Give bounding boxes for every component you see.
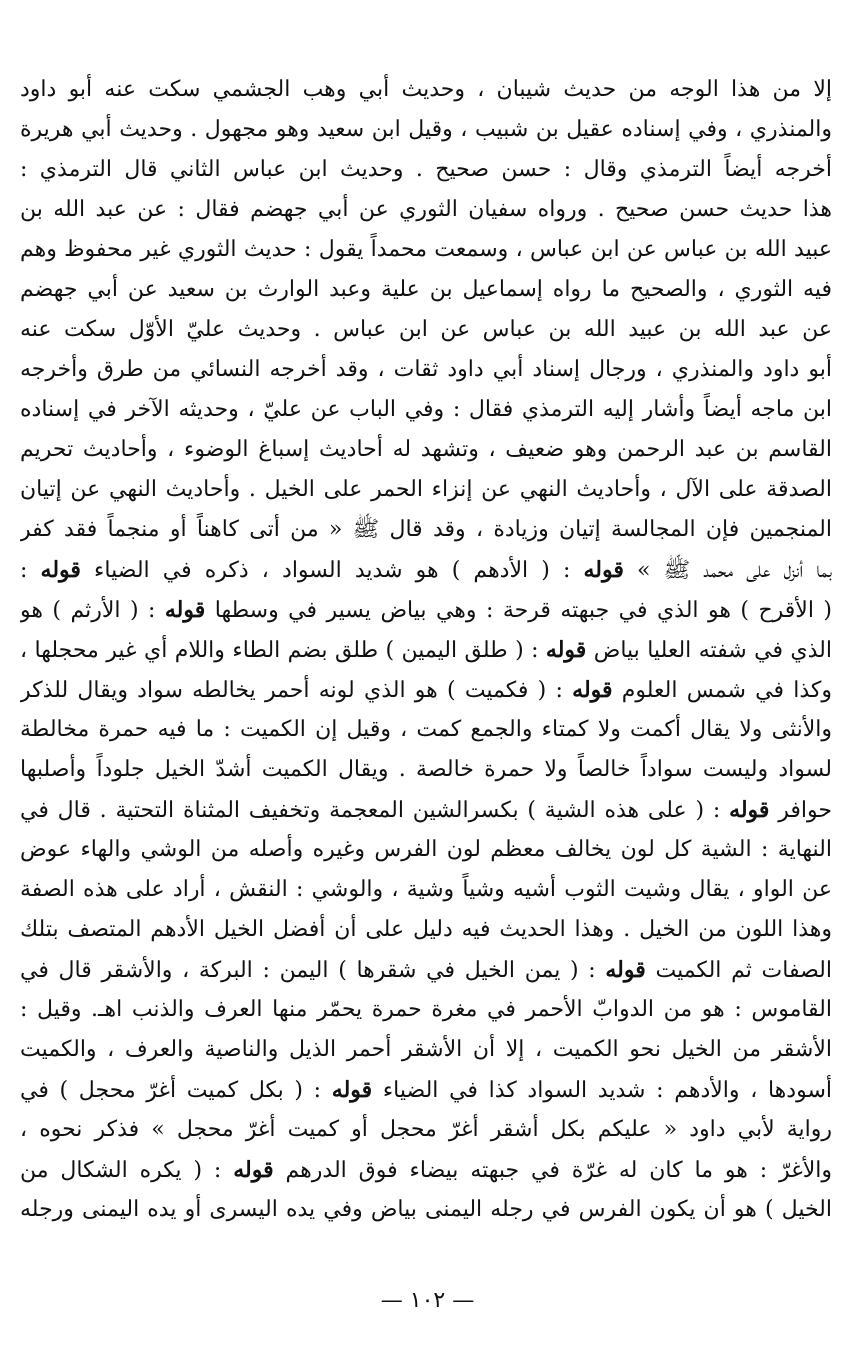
- text-line-14: ( الأقرح ) هو الذي في جبهته قرحة : وهي بياض يسير في وسطها قوله : ( الأرثم ) هو: [20, 597, 832, 623]
- text-line-29: الخيل ) هو أن يكون الفرس في رجله اليمنى بياض وفي يده اليسرى أو يده اليمنى ورجله: [20, 1197, 832, 1222]
- commentary-marker: قوله: [233, 1157, 274, 1183]
- text-line-24: القاموس : هو من الدوابّ الأحمر في مغرة حمرة يحمّر منها العرف والذنب اهـ. وقيل :: [20, 997, 832, 1022]
- commentary-marker: قوله: [164, 597, 206, 623]
- text-line-28: والأغرّ : هو ما كان له غرّة في جبهته بيضاء فوق الدرهم قوله : ( يكره الشكال من: [20, 1157, 832, 1183]
- text-line-8: أبو داود والمنذري ، ورجال إسناد أبي داود ثقات ، وقد أخرجه النسائي من طرق وأخرجه: [20, 357, 832, 382]
- commentary-marker: قوله: [605, 957, 646, 983]
- text-line-13: بما أنزل على محمد ﷺ » قوله : ( الأدهم ) هو شديد السواد ، ذكره في الضياء قوله :: [20, 557, 832, 583]
- text-line-22: وهذا اللون من الخيل . وهذا الحديث فيه دليل على أن أفضل الخيل الأدهم المتصف بتلك: [20, 917, 832, 942]
- text-line-20: النهاية : الشية كل لون يخالف معظم لون الفرس وغيره وأصله من الوشي والهاء عوض: [20, 837, 832, 862]
- text-line-23: الصفات ثم الكميت قوله : ( يمن الخيل في شقرها ) اليمن : البركة ، والأشقر قال في: [20, 957, 832, 983]
- text-line-19: حوافر قوله : ( على هذه الشية ) بكسرالشين المعجمة وتخفيف المثناة التحتية . قال في: [20, 797, 832, 823]
- text-line-6: فيه الثوري ، والصحيح ما رواه إسماعيل بن علية وعبد الوارث بن سعيد عن أبي جهضم: [20, 277, 832, 302]
- text-line-12: المنجمين فإن المجالسة إتيان وزيادة ، وقد قال ﷺ « من أتى كاهناً أو منجماً فقد كفر: [20, 517, 832, 542]
- text-line-18: لسواد وليست سواداً خالصاً ولا حمرة خالصة . ويقال الكميت أشدّ الخيل جلوداً وأصلبها: [20, 757, 832, 782]
- text-line-17: والأنثى ولا يقال أكمت ولا كمتاء والجمع كمت ، وقيل إن الكميت : ما فيه حمرة مخالطة: [20, 717, 832, 742]
- text-line-21: عن الواو ، يقال وشيت الثوب أشيه وشياً وشية ، والوشي : النقش ، أراد على هذه الصفة: [20, 877, 832, 902]
- text-line-16: وكذا في شمس العلوم قوله : ( فكميت ) هو الذي لونه أحمر يخالطه سواد ويقال للذكر: [20, 677, 832, 703]
- text-line-27: رواية لأبي داود « عليكم بكل أشقر أغرّ محجل أو كميت أغرّ محجل » فذكر نحوه ،: [20, 1117, 832, 1142]
- text-line-2: والمنذري ، وفي إسناده عقيل بن شبيب ، وقيل ابن سعيد وهو مجهول . وحديث أبي هريرة: [20, 117, 832, 142]
- text-line-10: القاسم بن عبد الرحمن وهو ضعيف ، وتشهد له أحاديث إسباغ الوضوء ، وأحاديث تحريم: [20, 437, 832, 462]
- text-line-26: أسودها ، والأدهم : شديد السواد كذا في الضياء قوله : ( بكل كميت أغرّ محجل ) في: [20, 1077, 832, 1103]
- commentary-marker: قوله: [331, 1077, 373, 1103]
- text-line-4: هذا حديث حسن صحيح . ورواه سفيان الثوري عن أبي جهضم فقال : عن عبد الله بن: [20, 197, 832, 222]
- page-number: — ١٠٢ —: [380, 1288, 475, 1313]
- text-line-9: ابن ماجه أيضاً وأشار إليه الترمذي فقال : وفي الباب عن عليّ ، وحديثه الآخر في إسناده: [20, 397, 832, 422]
- commentary-marker: قوله: [40, 557, 81, 583]
- commentary-marker: قوله: [545, 637, 587, 663]
- text-line-3: أخرجه أيضاً الترمذي وقال : حسن صحيح . وحديث ابن عباس الثاني قال الترمذي :: [20, 157, 832, 182]
- commentary-marker: قوله: [572, 677, 613, 703]
- text-line-1: إلا من هذا الوجه من حديث شيبان ، وحديث أبي وهب الجشمي سكت عنه أبو داود: [20, 77, 832, 102]
- text-line-25: الأشقر من الخيل نحو الكميت ، إلا أن الأشقر أحمر الذيل والناصية والعرف ، والكميت: [20, 1037, 832, 1062]
- text-line-7: عن عبد الله بن عبيد الله بن عباس عن ابن عباس . وحديث عليّ الأوّل سكت عنه: [20, 317, 832, 342]
- commentary-marker: قوله: [729, 797, 770, 823]
- commentary-marker: قوله: [583, 557, 624, 583]
- body-text: [20, 70, 832, 1230]
- text-line-5: عبيد الله بن عباس عن ابن عباس ، وسمعت محمداً يقول : حديث الثوري غير محفوظ وهم: [20, 237, 832, 262]
- text-line-15: الذي في شفته العليا بياض قوله : ( طلق اليمين ) طلق بضم الطاء واللام أي غير محجلها ،: [20, 637, 832, 663]
- text-line-11: الصدقة على الآل ، وأحاديث النهي عن إنزاء الحمر على الخيل . وأحاديث النهي عن إتيان: [20, 477, 832, 502]
